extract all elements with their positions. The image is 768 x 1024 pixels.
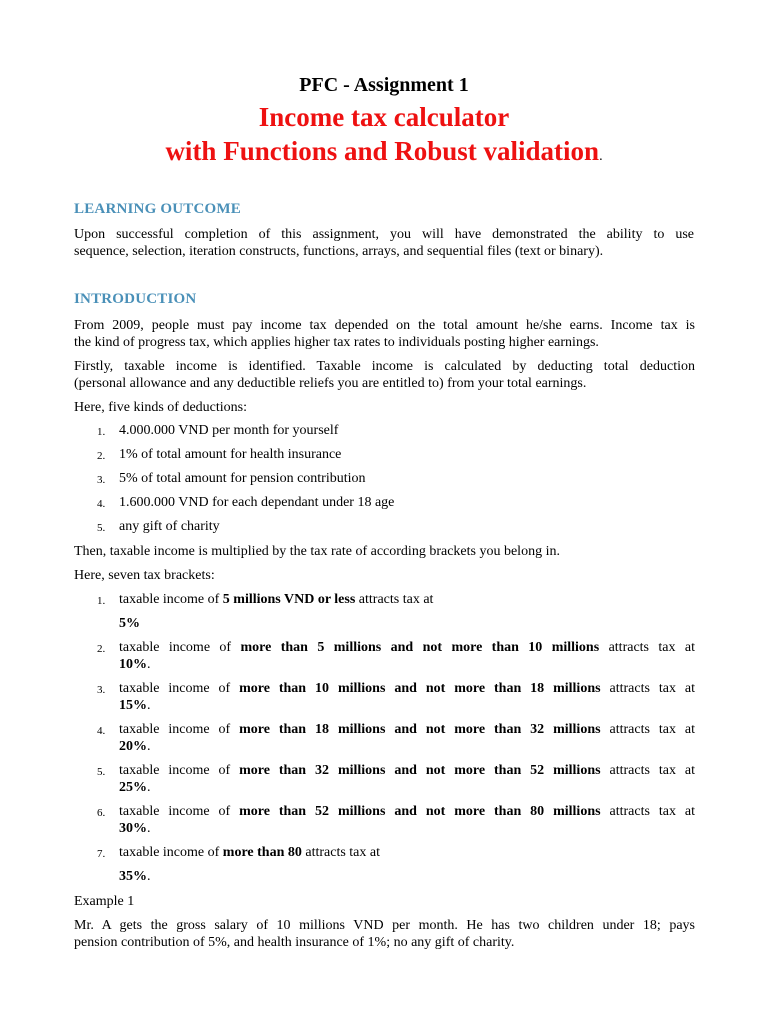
- bracket-range: more than 52 millions and not more than 80 millions: [239, 804, 601, 819]
- bracket-number: 3.: [97, 684, 106, 696]
- bracket-line: [119, 804, 695, 820]
- example-line1: Mr. A gets the gross salary of 10 millions VND per month. He has two children under 18; pays: [74, 918, 695, 933]
- bracket-line: [119, 640, 695, 656]
- intro-p1-line1: From 2009, people must pay income tax depended on the total amount he/she earns. Income tax is: [74, 318, 695, 333]
- bracket-number: 4.: [97, 725, 106, 737]
- bracket-post: attracts tax at: [600, 804, 695, 819]
- bracket-line: [119, 681, 695, 697]
- bracket-post: attracts tax at: [599, 640, 695, 655]
- multiply-text: Then, taxable income is multiplied by the tax rate of according brackets you belong in.: [74, 544, 560, 559]
- bracket-post: attracts tax at: [301, 845, 381, 860]
- example-label: Example 1: [74, 894, 135, 909]
- deduction-number: 2.: [97, 450, 106, 462]
- bracket-rate-line: [119, 869, 151, 885]
- learning-outcome-line1: Upon successful completion of this assignment, you will have demonstrated the ability to use: [74, 227, 694, 242]
- bracket-post: attracts tax at: [600, 763, 695, 778]
- bracket-line: [119, 592, 433, 608]
- bracket-rate-line: [119, 821, 151, 837]
- bracket-pre: taxable income of: [119, 640, 241, 655]
- bracket-number: 5.: [97, 766, 106, 778]
- intro-p2-line2: (personal allowance and any deductible reliefs you are entitled to) from your total earnings.: [74, 376, 587, 391]
- deduction-number: 3.: [97, 474, 106, 486]
- bracket-range: more than 32 millions and not more than 52 millions: [239, 763, 601, 778]
- deduction-number: 1.: [97, 426, 106, 438]
- bracket-rate: 30%: [119, 821, 147, 836]
- bracket-rate-line: [119, 780, 151, 796]
- introduction-heading: INTRODUCTION: [74, 291, 197, 307]
- bracket-pre: taxable income of: [119, 804, 240, 819]
- bracket-range: more than 10 millions and not more than 18 millions: [239, 681, 601, 696]
- intro-p1-line2: the kind of progress tax, which applies higher tax rates to individuals posting higher earnings.: [74, 335, 599, 350]
- bracket-rate-line: [119, 657, 151, 673]
- bracket-range: 5 millions VND or less: [222, 592, 356, 607]
- deduction-item: 4.000.000 VND per month for yourself: [119, 423, 339, 438]
- bracket-rate: 20%: [119, 739, 147, 754]
- bracket-line: [119, 763, 695, 779]
- bracket-rate: 15%: [119, 698, 147, 713]
- bracket-number: 1.: [97, 595, 106, 607]
- bracket-post: attracts tax at: [600, 681, 695, 696]
- bracket-rate-suffix: .: [147, 739, 151, 754]
- bracket-rate-line: [119, 616, 140, 632]
- bracket-rate-suffix: .: [147, 698, 151, 713]
- bracket-rate-line: [119, 698, 151, 714]
- bracket-pre: taxable income of: [119, 845, 223, 860]
- bracket-rate: 10%: [119, 657, 147, 672]
- title-line2-text: with Functions and Robust validation: [165, 136, 600, 166]
- bracket-pre: taxable income of: [119, 681, 240, 696]
- bracket-rate-suffix: .: [147, 821, 151, 836]
- course-label: PFC - Assignment 1: [299, 74, 469, 96]
- deduction-item: 1.600.000 VND for each dependant under 18 age: [119, 495, 395, 510]
- bracket-rate: 35%: [119, 869, 147, 884]
- bracket-pre: taxable income of: [119, 592, 223, 607]
- intro-p2-line1: Firstly, taxable income is identified. Taxable income is calculated by deducting total deduction: [74, 359, 695, 374]
- example-line2: pension contribution of 5%, and health insurance of 1%; no any gift of charity.: [74, 935, 515, 950]
- bracket-rate: 5%: [119, 616, 140, 631]
- deduction-item: 1% of total amount for health insurance: [119, 447, 342, 462]
- bracket-post: attracts tax at: [355, 592, 434, 607]
- learning-outcome-heading: LEARNING OUTCOME: [74, 201, 241, 217]
- bracket-line: [119, 722, 695, 738]
- deductions-intro: Here, five kinds of deductions:: [74, 400, 248, 415]
- bracket-rate-suffix: .: [147, 780, 151, 795]
- bracket-pre: taxable income of: [119, 722, 240, 737]
- document-title-line2: [0, 136, 768, 167]
- bracket-number: 6.: [97, 807, 106, 819]
- document-title-line1: Income tax calculator: [258, 102, 510, 132]
- bracket-line: [119, 845, 380, 861]
- bracket-rate-line: [119, 739, 151, 755]
- bracket-rate-suffix: .: [147, 657, 151, 672]
- bracket-range: more than 5 millions and not more than 10 millions: [240, 640, 600, 655]
- deduction-number: 5.: [97, 522, 106, 534]
- bracket-pre: taxable income of: [119, 763, 240, 778]
- bracket-number: 7.: [97, 848, 106, 860]
- title-period: .: [599, 149, 603, 164]
- deduction-item: 5% of total amount for pension contribution: [119, 471, 366, 486]
- bracket-range: more than 80: [222, 845, 302, 860]
- deduction-item: any gift of charity: [119, 519, 220, 534]
- deduction-number: 4.: [97, 498, 106, 510]
- bracket-range: more than 18 millions and not more than 32 millions: [239, 722, 601, 737]
- bracket-rate-suffix: .: [147, 869, 151, 884]
- bracket-number: 2.: [97, 643, 106, 655]
- learning-outcome-line2: sequence, selection, iteration constructs, functions, arrays, and sequential files (text or binary).: [74, 244, 604, 259]
- bracket-rate: 25%: [119, 780, 147, 795]
- bracket-post: attracts tax at: [600, 722, 695, 737]
- brackets-intro: Here, seven tax brackets:: [74, 568, 215, 583]
